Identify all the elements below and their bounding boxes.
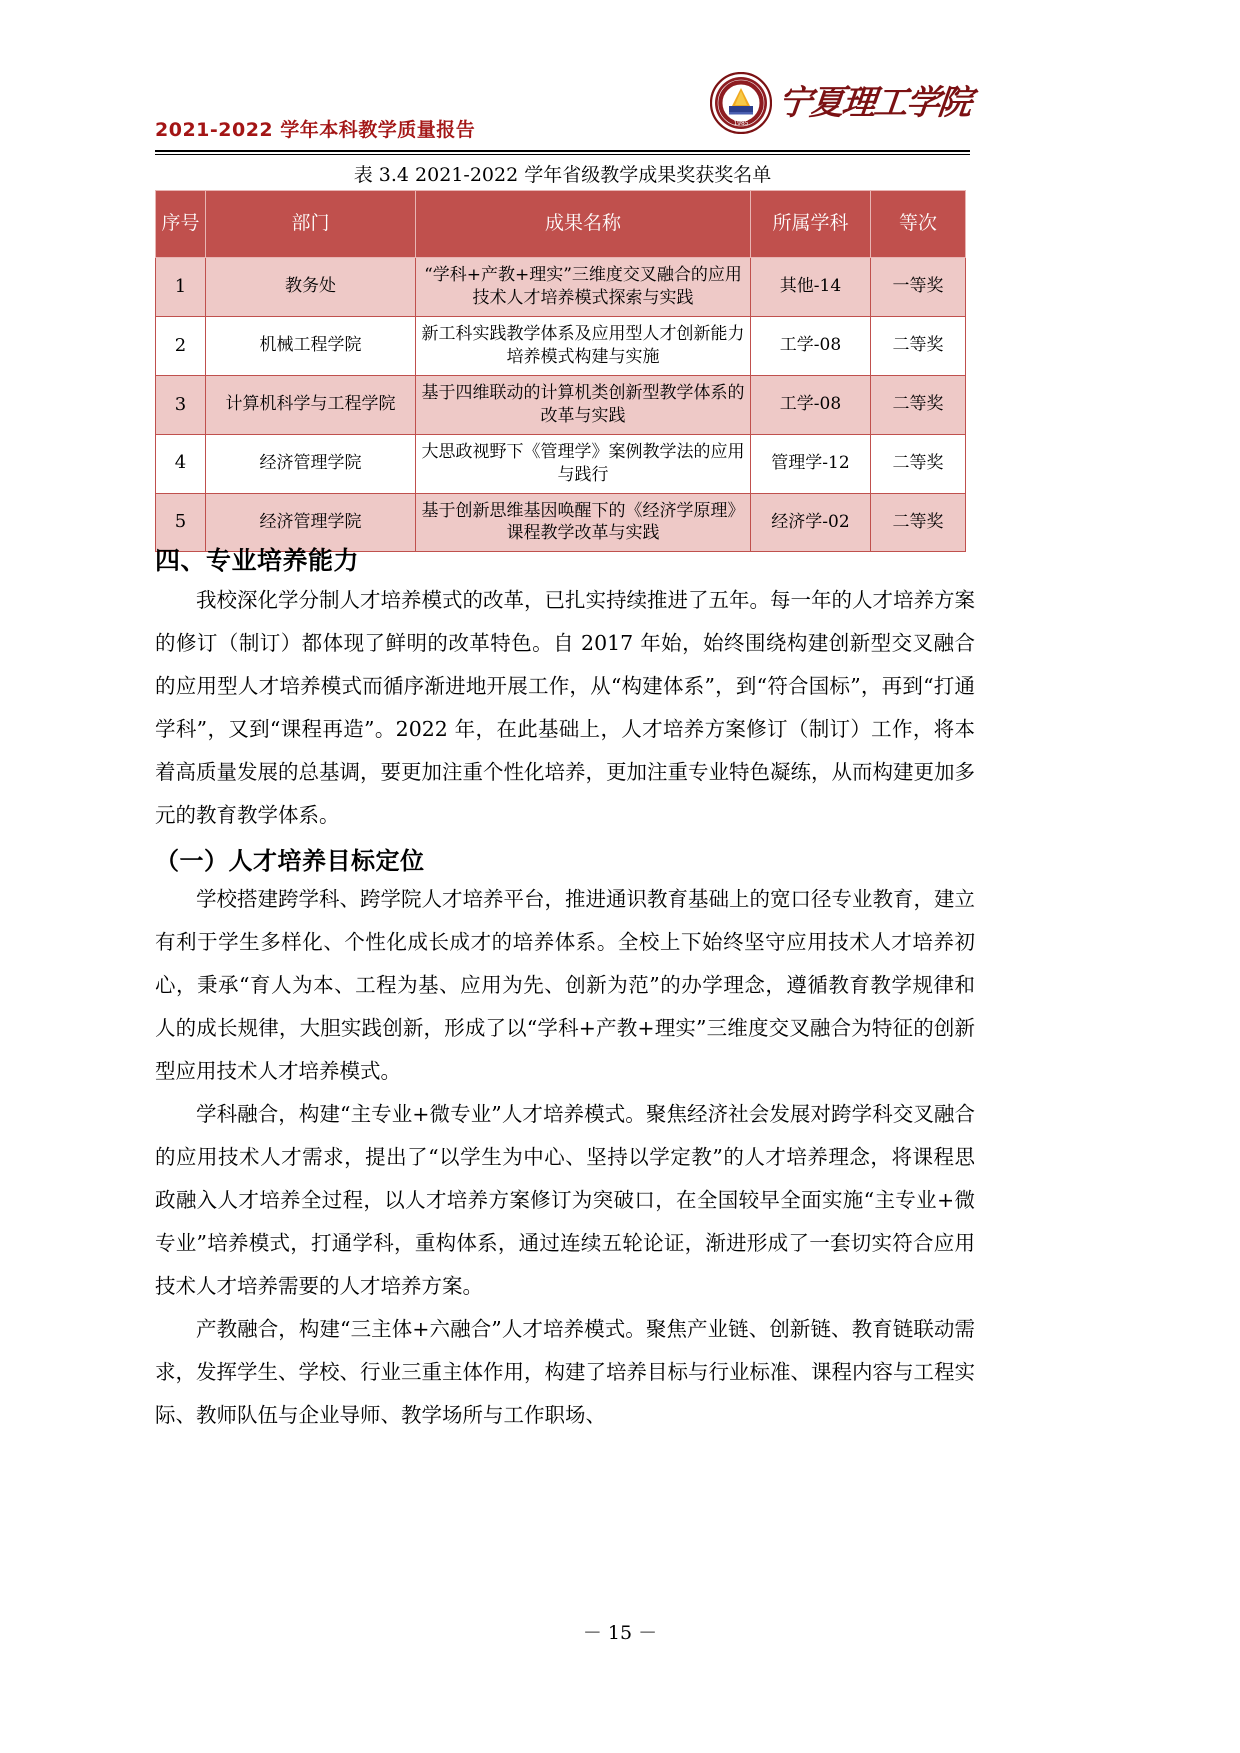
- university-logo: [710, 72, 973, 134]
- paragraph-talent-platform: 学校搭建跨学科、跨学院人才培养平台，推进通识教育基础上的宽口径专业教育，建立有利于学生多样化、个性化成长成才的培养体系。全校上下始终坚守应用技术人才培养初心，秉承“育人为本、工程为基、应用为先、创新为范”的办学理念，遵循教育教学规律和人的成长规律，大胆实践创新，形成了以“学科+产教+理实”三维度交叉融合为特征的创新型应用技术人才培养模式。: [155, 887, 975, 1083]
- cell-dept: 经济管理学院: [206, 434, 416, 493]
- cell-no: 3: [156, 375, 206, 434]
- cell-name: “学科+产教+理实”三维度交叉融合的应用技术人才培养模式探索与实践: [416, 258, 751, 317]
- university-wordmark: 宁夏理工学院: [775, 83, 973, 123]
- paragraph-credit-system-reform: 我校深化学分制人才培养模式的改革，已扎实持续推进了五年。每一年的人才培养方案的修订（制订）都体现了鲜明的改革特色。自 2017 年始，始终围绕构建创新型交叉融合的应用型人才培养模式而循序渐进地开展工作，从“构建体系”，到“符合国标”，再到“打通学科”，又到“课程再造”。2022 年，在此基础上，人才培养方案修订（制订）工作，将本着高质量发展的总基调，要更加注重个性化培养，更加注重专业特色凝练，从而构建更加多元的教育教学体系。: [155, 588, 975, 827]
- cell-level: 二等奖: [871, 375, 966, 434]
- cell-discipline: 工学-08: [751, 375, 871, 434]
- cell-level: 二等奖: [871, 434, 966, 493]
- cell-dept: 经济管理学院: [206, 493, 416, 552]
- cell-discipline: 经济学-02: [751, 493, 871, 552]
- page-header: [155, 78, 973, 150]
- cell-dept: 计算机科学与工程学院: [206, 375, 416, 434]
- column-header-no: 序号: [156, 191, 206, 258]
- page-content: [155, 533, 975, 1437]
- cell-level: 一等奖: [871, 258, 966, 317]
- university-seal-icon: [710, 72, 772, 134]
- table-caption: 表 3.4 2021-2022 学年省级教学成果奖获奖名单: [353, 164, 772, 186]
- cell-name: 大思政视野下《管理学》案例教学法的应用与践行: [416, 434, 751, 493]
- table-row: [156, 434, 966, 493]
- cell-name: 基于四维联动的计算机类创新型教学体系的改革与实践: [416, 375, 751, 434]
- header-report-title: 2021-2022 学年本科教学质量报告: [155, 119, 476, 141]
- provincial-teaching-award-table: [155, 190, 966, 552]
- column-header-level: 等次: [871, 191, 966, 258]
- page-number: － 15 －: [582, 1622, 658, 1644]
- cell-discipline: 工学-08: [751, 316, 871, 375]
- table-row: [156, 375, 966, 434]
- section-heading-four: 四、专业培养能力: [155, 546, 360, 575]
- table-row: [156, 258, 966, 317]
- column-header-disc: 所属学科: [751, 191, 871, 258]
- subsection-heading-talent-goals: （一）人才培养目标定位: [155, 847, 425, 875]
- cell-no: 2: [156, 316, 206, 375]
- table-row: [156, 316, 966, 375]
- header-divider: [155, 150, 970, 155]
- cell-no: 5: [156, 493, 206, 552]
- cell-dept: 教务处: [206, 258, 416, 317]
- cell-name: 基于创新思维基因唤醒下的《经济学原理》课程教学改革与实践: [416, 493, 751, 552]
- cell-no: 4: [156, 434, 206, 493]
- cell-name: 新工科实践教学体系及应用型人才创新能力培养模式构建与实施: [416, 316, 751, 375]
- cell-level: 二等奖: [871, 493, 966, 552]
- cell-discipline: 管理学-12: [751, 434, 871, 493]
- svg-text:1985: 1985: [733, 120, 749, 127]
- paragraph-discipline-integration: 学科融合，构建“主专业+微专业”人才培养模式。聚焦经济社会发展对跨学科交叉融合的应用技术人才需求，提出了“以学生为中心、坚持以学定教”的人才培养理念，将课程思政融入人才培养全过程，以人才培养方案修订为突破口，在全国较早全面实施“主专业+微专业”培养模式，打通学科，重构体系，通过连续五轮论证，渐进形成了一套切实符合应用技术人才培养需要的人才培养方案。: [155, 1102, 975, 1298]
- cell-discipline: 其他-14: [751, 258, 871, 317]
- column-header-name: 成果名称: [416, 191, 751, 258]
- column-header-dept: 部门: [206, 191, 416, 258]
- cell-level: 二等奖: [871, 316, 966, 375]
- cell-no: 1: [156, 258, 206, 317]
- cell-dept: 机械工程学院: [206, 316, 416, 375]
- table-header-row: [156, 191, 966, 258]
- paragraph-industry-education-integration: 产教融合，构建“三主体+六融合”人才培养模式。聚焦产业链、创新链、教育链联动需求，发挥学生、学校、行业三重主体作用，构建了培养目标与行业标准、课程内容与工程实际、教师队伍与企业导师、教学场所与工作职场、: [155, 1317, 975, 1427]
